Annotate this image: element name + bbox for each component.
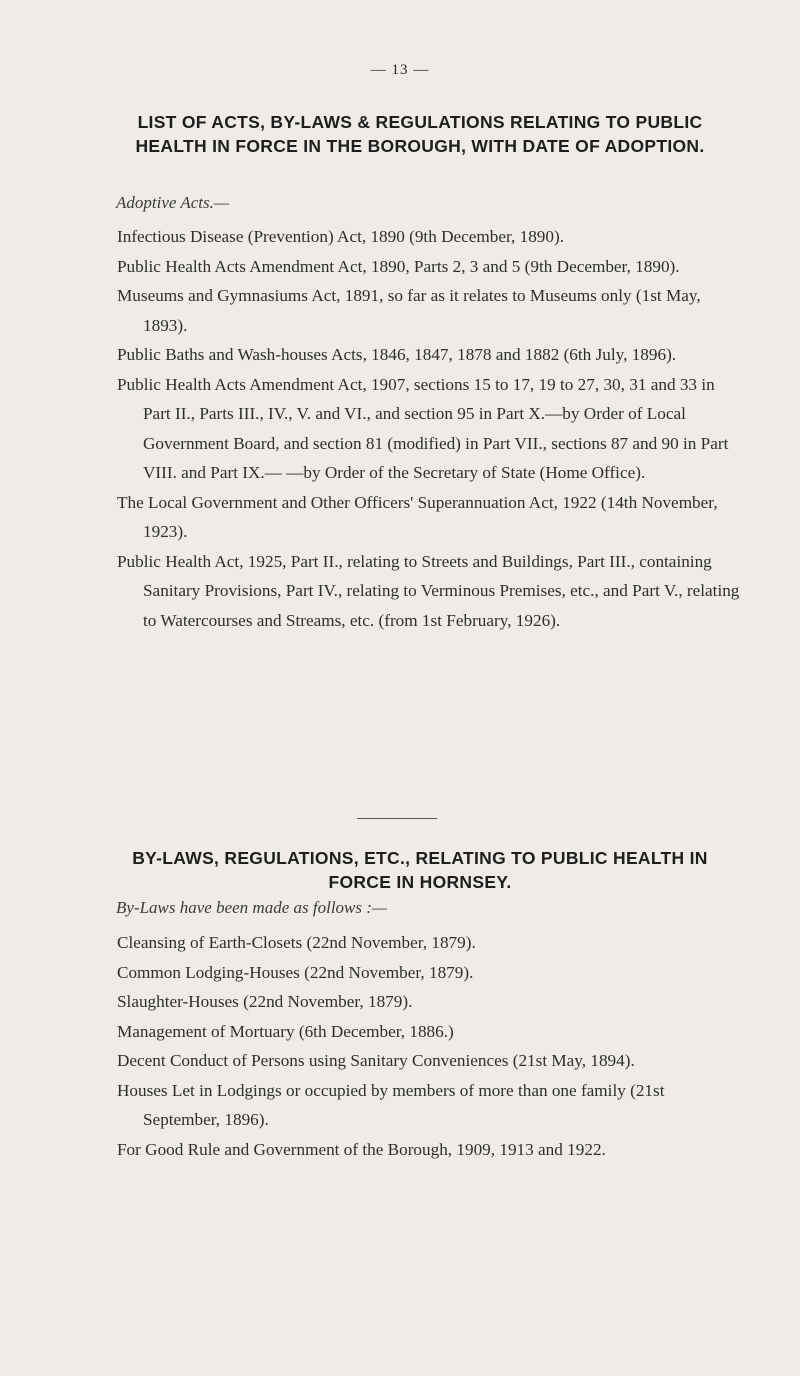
section-intro-bylaws: By-Laws have been made as follows :— (116, 898, 388, 917)
list-item: Houses Let in Lodgings or occupied by members of more than one family (21st September, 1896). (117, 1080, 665, 1129)
list-item: Management of Mortuary (6th December, 1886.) (117, 1021, 454, 1041)
bylaws-list (117, 928, 742, 1164)
list-item: Slaughter-Houses (22nd November, 1879). (117, 992, 413, 1011)
acts-list (117, 222, 742, 635)
section-heading-acts: LIST OF ACTS, BY-LAWS & REGULATIONS RELATING TO PUBLIC HEALTH IN FORCE IN THE BOROUGH, WITH DATE OF ADOPTION. (135, 112, 705, 156)
list-item: Infectious Disease (Prevention) Act, 1890 (9th December, 1890). (117, 227, 565, 246)
list-item: Public Baths and Wash-houses Acts, 1846, 1847, 1878 and 1882 (6th July, 1896). (117, 345, 677, 364)
list-item: Public Health Act, 1925, Part II., relating to Streets and Buildings, Part III., containing Sanitary Provisions, Part IV., relating to Verminous Premises, etc., and Part V., relating to Watercourses and Streams, etc. (from 1st February, 1926). (117, 551, 740, 630)
page-number: — 13 — (370, 62, 430, 78)
list-item: Public Health Acts Amendment Act, 1890, Parts 2, 3 and 5 (9th December, 1890). (117, 256, 680, 276)
list-item: Cleansing of Earth-Closets (22nd November, 1879). (117, 933, 476, 952)
section-intro-adoptive-acts: Adoptive Acts.— (116, 193, 229, 212)
list-item: Public Health Acts Amendment Act, 1907, sections 15 to 17, 19 to 27, 30, 31 and 33 in Part II., Parts III., IV., V. and VI., and section 95 in Part X.—by Order of Local Government Board, and section 81 (modified) in Part VII., sections 87 and 90 in Part VIII. and Part IX.— —by Order of the Secretary of State (Home Office). (117, 374, 729, 482)
list-item: Common Lodging-Houses (22nd November, 1879). (117, 962, 474, 982)
list-item: For Good Rule and Government of the Borough, 1909, 1913 and 1922. (117, 1139, 606, 1159)
section-divider (357, 818, 437, 819)
section-heading-bylaws: BY-LAWS, REGULATIONS, ETC., RELATING TO PUBLIC HEALTH IN FORCE IN HORNSEY. (132, 848, 708, 892)
list-item: Decent Conduct of Persons using Sanitary Conveniences (21st May, 1894). (117, 1051, 635, 1070)
list-item: Museums and Gymnasiums Act, 1891, so far as it relates to Museums only (1st May, 1893). (117, 286, 701, 335)
list-item: The Local Government and Other Officers' Superannuation Act, 1922 (14th November, 1923). (117, 492, 718, 541)
